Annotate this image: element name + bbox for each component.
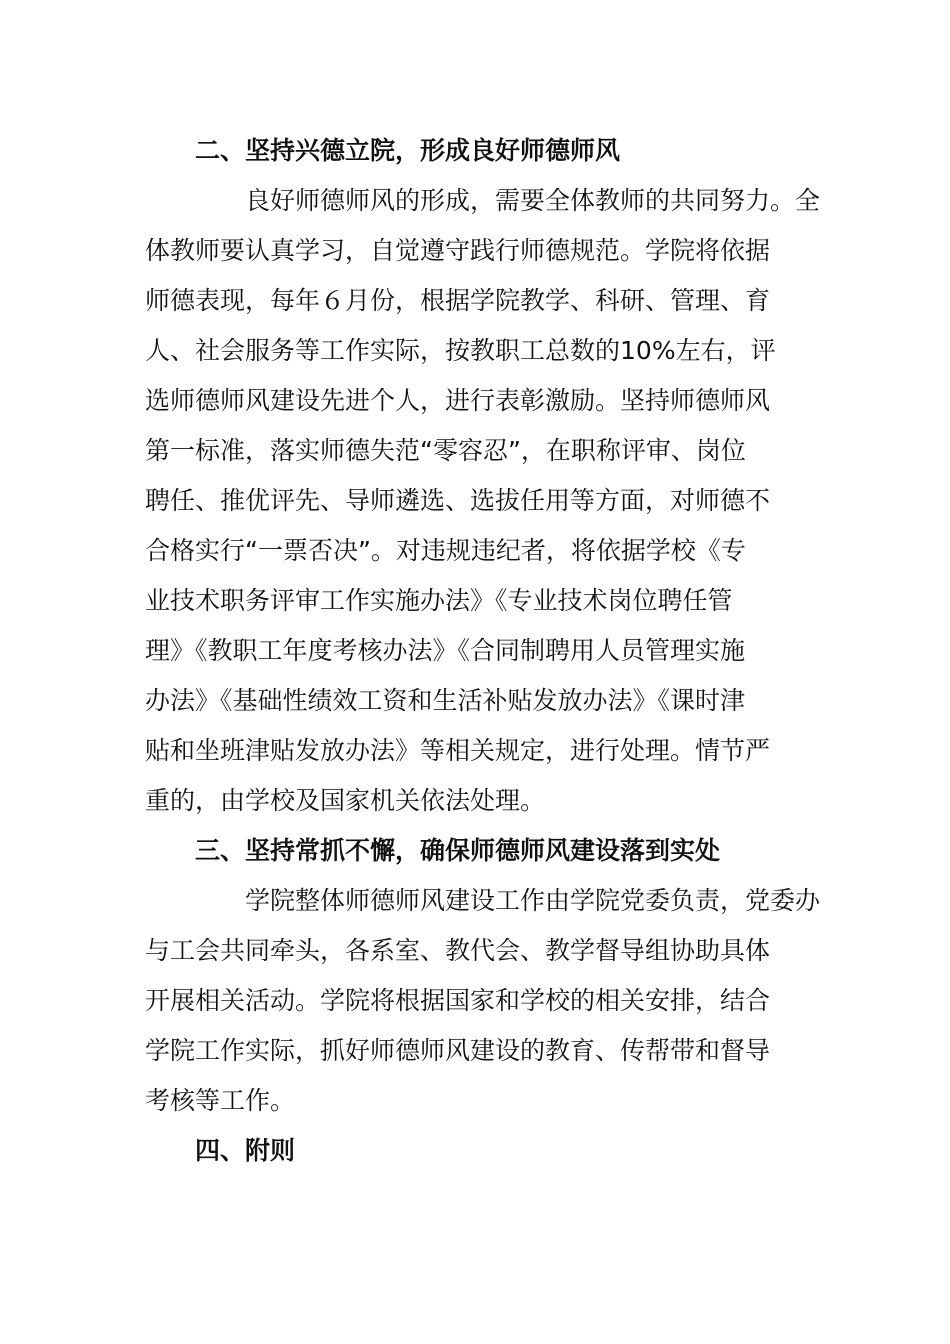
paragraph-line: 良好师德师风的形成，需要全体教师的共同努力。全 (245, 186, 821, 215)
paragraph-line: 与工会共同牵头，各系室、教代会、教学督导组协助具体 (145, 936, 771, 965)
paragraph-line: 聘任、推优评先、导师遴选、选拔任用等方面，对师德不 (145, 486, 771, 515)
paragraph-line: 师德表现，每年６月份，根据学院教学、科研、管理、育 (145, 286, 771, 315)
document-body (145, 126, 821, 1176)
paragraph-line: 考核等工作。 (145, 1086, 296, 1115)
section-heading-4: 四、附则 (195, 1136, 296, 1165)
paragraph-line: 理》《教职工年度考核办法》《合同制聘用人员管理实施 (145, 636, 746, 665)
paragraph-line: 开展相关活动。学院将根据国家和学校的相关安排，结合 (145, 986, 771, 1015)
paragraph-line: 选师德师风建设先进个人，进行表彰激励。坚持师德师风 (145, 386, 771, 415)
paragraph-line: 贴和坐班津贴发放办法》等相关规定，进行处理。情节严 (145, 736, 771, 765)
section-heading-3: 三、坚持常抓不懈，确保师德师风建设落到实处 (195, 836, 721, 865)
paragraph-line: 第一标准，落实师德失范“零容忍”，在职称评审、岗位 (145, 436, 746, 465)
paragraph-line: 学院工作实际，抓好师德师风建设的教育、传帮带和督导 (145, 1036, 771, 1065)
section-paragraph-2 (145, 176, 821, 826)
paragraph-line: 合格实行“一票否决”。对违规违纪者，将依据学校《专 (145, 536, 746, 565)
section-heading-2: 二、坚持兴德立院，形成良好师德师风 (195, 136, 621, 165)
paragraph-line: 学院整体师德师风建设工作由学院党委负责，党委办 (245, 886, 821, 915)
paragraph-line: 体教师要认真学习，自觉遵守践行师德规范。学院将依据 (145, 236, 771, 265)
paragraph-line: 业技术职务评审工作实施办法》《专业技术岗位聘任管 (145, 586, 733, 615)
section-paragraph-3 (145, 876, 821, 1126)
paragraph-line: 重的，由学校及国家机关依法处理。 (145, 786, 546, 815)
paragraph-line: 人、社会服务等工作实际，按教职工总数的10%左右，评 (145, 336, 776, 365)
paragraph-line: 办法》《基础性绩效工资和生活补贴发放办法》《课时津 (145, 686, 746, 715)
